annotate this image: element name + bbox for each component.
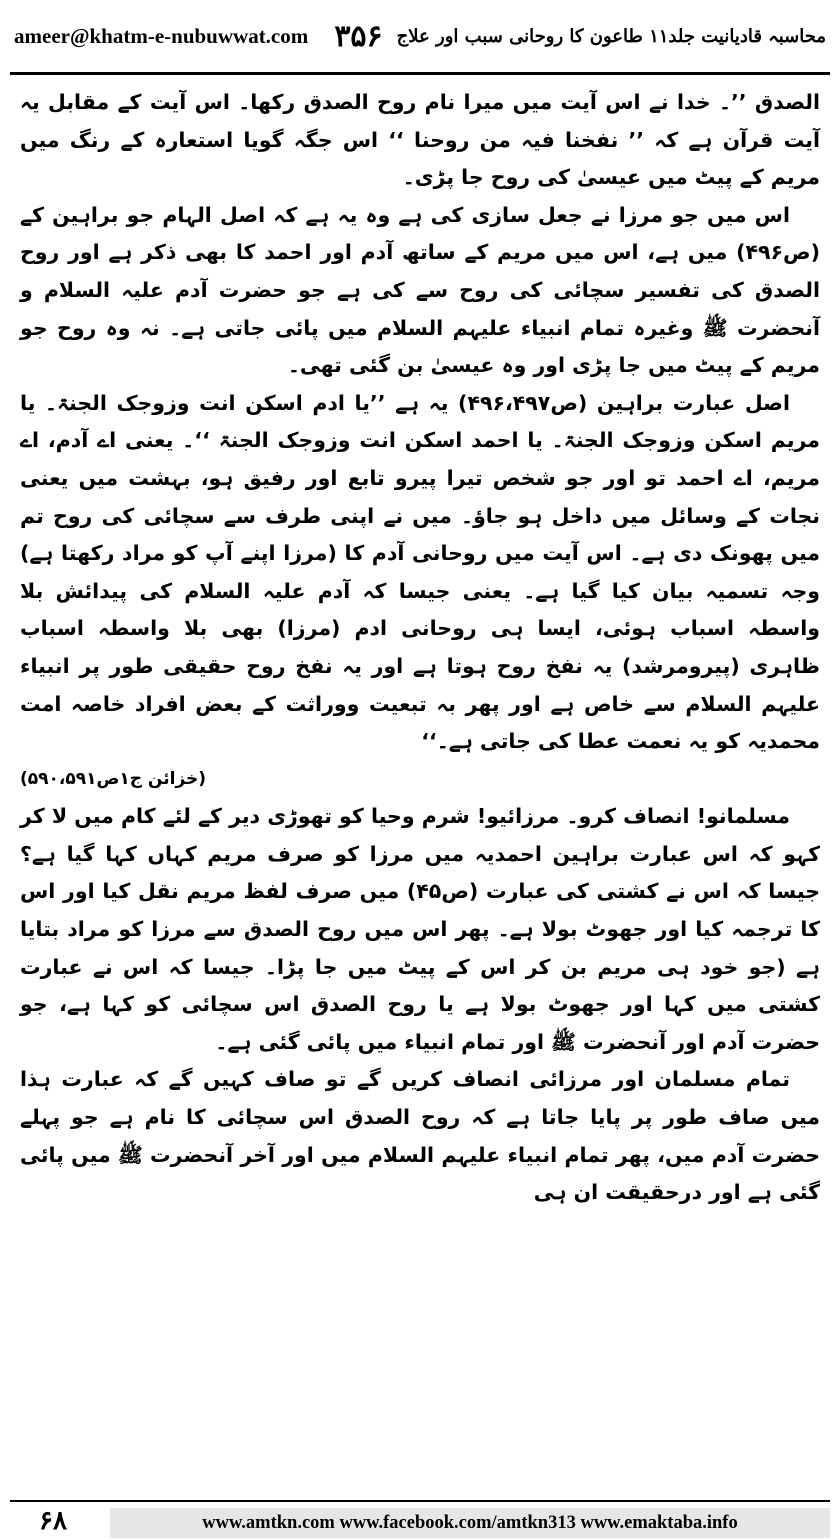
footer-links: www.amtkn.com www.facebook.com/amtkn313 www.emaktaba.info xyxy=(110,1508,830,1538)
header-rule xyxy=(10,72,830,75)
paragraph: مسلمانو! انصاف کرو۔ مرزائیو! شرم وحیا کو تھوڑی دیر کے لئے کام میں لا کر کہو کہ اس عبارت براہین احمدیہ میں مرزا کو صرف مریم کہاں کہا گیا ہے؟ جیسا کہ اس نے کشتی کی عبارت (ص۴۵) میں صرف لفظ مریم نقل کیا اور اس کا ترجمہ کیا اور جھوٹ بولا ہے۔ پھر اس میں روح الصدق سے مرزا کو مراد بتایا ہے (جو خود ہی مریم بن کر اس کے پیٹ میں جا پڑا۔ جیسا کہ اس نے عبارت کشتی میں کہا اور جھوٹ بولا ہے یا روح الصدق اس سچائی کو کہا ہے، جو حضرت آدم اور آنحضرت ﷺ اور تمام انبیاء میں پائی گئی ہے۔ xyxy=(20,804,820,1054)
header-page-number: ۳۵۶ xyxy=(334,18,383,54)
paragraph: الصدق ’’۔ خدا نے اس آیت میں میرا نام روح الصدق رکھا۔ اس آیت کے مقابل یہ آیت قرآن ہے کہ ’’ نفخنا فیہ من روحنا ‘‘ اس جگہ گویا استعارہ کے رنگ میں مریم کے پیٹ میں عیسیٰ کی روح جا پڑی۔ xyxy=(20,90,820,190)
header-email: ameer@khatm-e-nubuwwat.com xyxy=(14,23,309,48)
reference: (خزائن ج۱ص۵۹۰،۵۹۱) xyxy=(20,768,207,789)
page-footer xyxy=(0,1490,840,1540)
page-header xyxy=(0,0,840,72)
header-title-group xyxy=(334,19,826,54)
paragraph: اصل عبارت براہین (ص۴۹۶،۴۹۷) یہ ہے ’’یا ادم اسکن انت وزوجک الجنۃ۔ یا مریم اسکن وزوجک الجنۃ۔ یا احمد اسکن انت وزوجک الجنۃ ‘‘۔ یعنی اے آدم، اے مریم، اے احمد تو اور جو شخص تیرا پیرو تابع اور رفیق ہو، بہشت میں یعنی نجات کے وسائل میں داخل ہو جاؤ۔ میں نے اپنی طرف سے سچائی کی روح تم میں پھونک دی ہے۔ اس آیت میں روحانی آدم کا (مرزا اپنے آپ کو مراد رکھتا ہے) وجہ تسمیہ بیان کیا گیا ہے۔ یعنی جیسا کہ آدم علیہ السلام کی پیدائش بلا واسطہ اسباب ہوئی، ایسا ہی روحانی ادم (مرزا) بھی بلا واسطہ اسباب ظاہری (پیرومرشد) یہ نفخ روح ہوتا ہے اور یہ نفخ روح حقیقی طور پر انبیاء علیہم السلام سے خاص ہے اور پھر بہ تبعیت ووراثت کے بعض افراد خاصہ امت محمدیہ کو یہ نعمت عطا کی جاتی ہے۔‘‘ xyxy=(20,390,820,754)
main-text xyxy=(20,84,820,1212)
paragraph: تمام مسلمان اور مرزائی انصاف کریں گے تو صاف کہیں گے کہ عبارت ہذا میں صاف طور پر پایا جاتا ہے کہ روح الصدق اس سچائی کا نام ہے جو پہلے حضرت آدم میں، پھر تمام انبیاء علیہم السلام میں اور آخر آنحضرت ﷺ میں پائی گئی ہے اور درحقیقت ان ہی xyxy=(20,1067,820,1205)
footer-rule xyxy=(10,1500,830,1502)
paragraph: اس میں جو مرزا نے جعل سازی کی ہے وہ یہ ہے کہ اصل الہام جو براہین کے (ص۴۹۶) میں ہے، اس میں مریم کے ساتھ آدم اور احمد کا بھی ذکر ہے اور روح الصدق کی تفسیر سچائی کی روح سے کی ہے جو حضرت آدم علیہ السلام و آنحضرت ﷺ وغیرہ تمام انبیاء علیہم السلام میں پائی جاتی ہے۔ نہ وہ روح جو مریم کے پیٹ میں جا پڑی اور وہ عیسیٰ بن گئی تھی۔ xyxy=(20,202,820,378)
reference-line xyxy=(20,761,820,799)
header-title: محاسبہ قادیانیت جلد۱۱ طاعون کا روحانی سبب اور علاج xyxy=(396,25,826,47)
footer-page-number: ۶۸ xyxy=(39,1506,67,1536)
